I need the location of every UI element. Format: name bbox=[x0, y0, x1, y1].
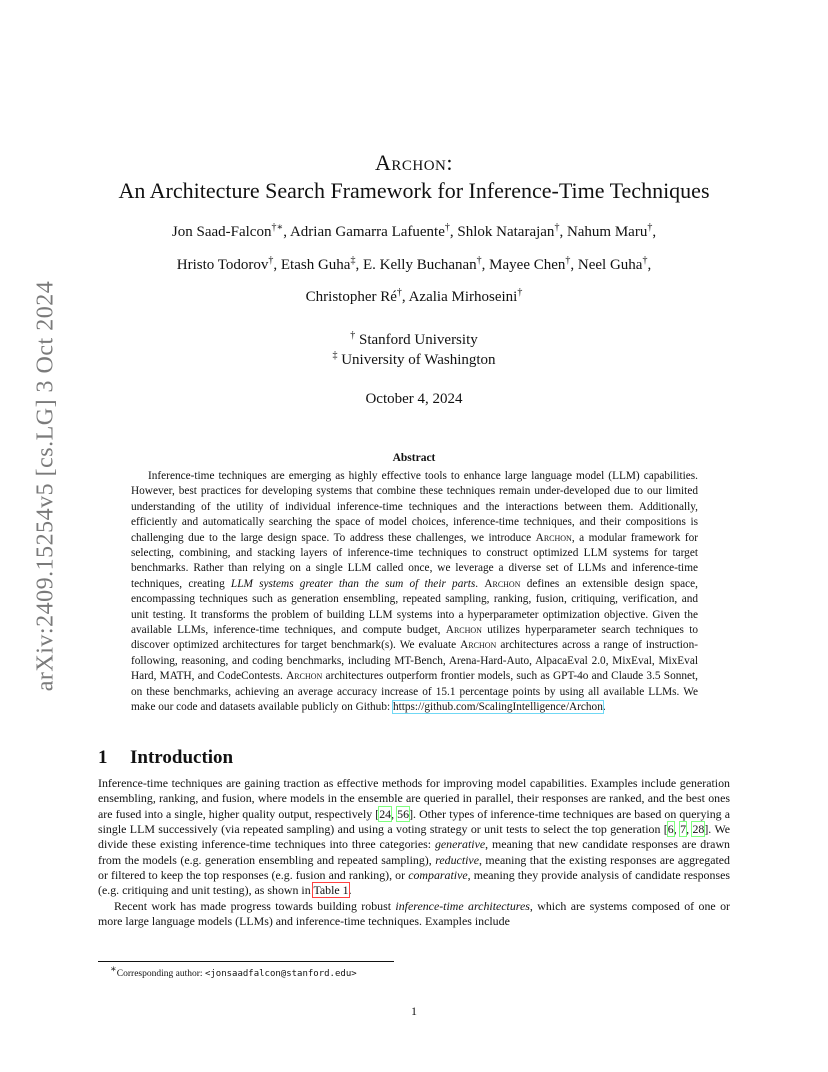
citation-link[interactable]: 56 bbox=[397, 806, 410, 821]
author-name: Azalia Mirhoseini bbox=[408, 289, 518, 305]
abstract-text: . bbox=[475, 577, 485, 590]
table-reference-link[interactable]: Table 1 bbox=[313, 883, 349, 898]
introduction-body bbox=[98, 776, 730, 929]
author-affiliation-mark: † bbox=[444, 222, 450, 233]
author-line-2: Hristo Todorov†, Etash Guha‡, E. Kelly Buchanan†, Mayee Chen†, Neel Guha†, bbox=[176, 255, 652, 273]
abstract-text: Inference-time techniques are emerging as highly effective tools to enhance large language model (LLM) capabilities. However, best practices for developing systems that combine these techniques remain under-developed due to our limited understanding of the utility of individual inference-time techniques and the interactions between them. Additionally, efficiently and automatically searching the space of model choices, inference-time techniques, and their compositions is challenging due to the large design space. To address these challenges, we introduce bbox=[131, 470, 698, 544]
author-affiliation-mark: † bbox=[476, 255, 482, 266]
citation-link[interactable]: 7 bbox=[680, 822, 687, 837]
intro-text: , bbox=[391, 806, 398, 821]
page-number: 1 bbox=[411, 1004, 417, 1018]
affiliation-stanford bbox=[0, 330, 828, 349]
author-name: Etash Guha bbox=[280, 257, 351, 273]
author-name: Hristo Todorov bbox=[176, 257, 269, 273]
intro-text: , meaning that the existing responses are aggregated or filtered to keep the top responses (e.g. fusion and ranking), or bbox=[98, 852, 730, 883]
author-name: Christopher Ré bbox=[305, 289, 397, 305]
archon-name: Archon bbox=[460, 639, 497, 652]
intro-emphasis: inference-time architectures bbox=[395, 898, 530, 913]
intro-paragraph-1 bbox=[98, 776, 730, 899]
author-name: Neel Guha bbox=[577, 257, 643, 273]
author-name: Jon Saad-Falcon bbox=[171, 224, 272, 240]
author-name: Mayee Chen bbox=[489, 257, 566, 273]
author-affiliation-mark: †∗ bbox=[271, 222, 284, 233]
section-number: 1 bbox=[98, 747, 108, 768]
affiliation-washington bbox=[0, 350, 828, 369]
author-affiliation-mark: † bbox=[647, 222, 653, 233]
footnote-mark: ∗ bbox=[110, 964, 117, 975]
paper-title-line1: Archon: bbox=[374, 150, 453, 175]
footnote-label: Corresponding author: bbox=[116, 969, 205, 980]
author-affiliation-mark: † bbox=[642, 255, 648, 266]
affiliation-mark: ‡ bbox=[332, 350, 338, 361]
abstract-text: defines an extensible design space, encompassing techniques such as generation ensembling, repeated sampling, ranking, fusion, critiquing, verification, and unit testing. It transforms the problem of building LLM systems into a hyperparameter optimization objective. Given the available LLMs, inference-time techniques, and compute budget, bbox=[131, 577, 698, 637]
abstract-text: . bbox=[602, 701, 606, 714]
author-name: E. Kelly Buchanan bbox=[362, 257, 477, 273]
abstract-body bbox=[131, 469, 698, 716]
archon-name: Archon bbox=[535, 531, 572, 544]
arxiv-identifier-text: arXiv:2409.15254v5 [cs.LG] 3 Oct 2024 bbox=[32, 280, 59, 692]
intro-emphasis: generative bbox=[434, 837, 486, 852]
abstract-emphasis: LLM systems greater than the sum of their parts bbox=[230, 577, 476, 590]
intro-text: . bbox=[348, 883, 352, 898]
intro-text: ]. We divide these existing inference-time techniques into three categories: bbox=[98, 822, 730, 852]
author-line-1: Jon Saad-Falcon†∗, Adrian Gamarra Lafuente†, Shlok Natarajan†, Nahum Maru†, bbox=[171, 222, 657, 240]
intro-text: , bbox=[673, 822, 681, 837]
author-name: Shlok Natarajan bbox=[457, 224, 555, 240]
intro-text: ]. Other types of inference-time techniques are based on querying a single LLM successively (via repeated sampling) and using a voting strategy or unit tests to select the top generation [ bbox=[98, 806, 730, 837]
github-repo-link[interactable]: https://github.com/ScalingIntelligence/Archon bbox=[392, 701, 603, 714]
abstract-text: utilizes hyperparameter search techniques to discover optimized architectures for target benchmark(s). We evaluate bbox=[131, 624, 698, 652]
intro-text: , meaning they provide analysis of candidate responses (e.g. critiquing and unit testing), as shown in bbox=[98, 868, 730, 898]
intro-text: Inference-time techniques are gaining traction as effective methods for improving model capabilities. Examples include generation ensembling, ranking, and fusion, where models in the ensemble are queried in parallel, their responses are ranked, and the best ones are fused into a single, higher quality output, respectively [ bbox=[98, 776, 730, 821]
intro-text: , which are systems composed of one or more large language models (LLMs) and inference-time techniques. Examples include bbox=[98, 898, 730, 929]
intro-emphasis: comparative bbox=[408, 868, 468, 883]
author-affiliation-mark: † bbox=[554, 222, 560, 233]
abstract-text: architectures across a range of instruction-following, reasoning, and coding benchmarks, including MT-Bench, Arena-Hard-Auto, AlpacaEval 2.0, MixEval, MixEval Hard, MATH, and CodeContests. bbox=[131, 639, 698, 683]
author-affiliation-mark: † bbox=[517, 287, 523, 298]
footnote bbox=[110, 964, 357, 979]
publication-date: October 4, 2024 bbox=[365, 391, 463, 407]
paper-title-line2: An Architecture Search Framework for Inference-Time Techniques bbox=[118, 178, 710, 203]
author-affiliation-mark: † bbox=[396, 287, 402, 298]
affiliation-mark: † bbox=[350, 330, 356, 341]
section-heading-introduction bbox=[98, 747, 233, 769]
footnote-rule bbox=[98, 961, 394, 962]
archon-name: Archon bbox=[286, 670, 323, 683]
author-line-3: Christopher Ré†, Azalia Mirhoseini† bbox=[305, 287, 523, 305]
citation-link[interactable]: 28 bbox=[692, 822, 705, 837]
intro-text: , bbox=[686, 822, 693, 837]
author-name: Adrian Gamarra Lafuente bbox=[289, 224, 445, 240]
abstract-text: , a modular framework for selecting, combining, and stacking layers of inference-time techniques to construct optimized LLM systems for target benchmarks. Rather than relying on a single LLM called once, we leverage a diverse set of LLMs and inference-time techniques, creating bbox=[131, 531, 698, 590]
author-affiliation-mark: † bbox=[268, 255, 274, 266]
author-affiliation-mark: † bbox=[565, 255, 571, 266]
abstract-paragraph bbox=[131, 469, 698, 716]
intro-text: , meaning that new candidate responses are drawn from the models (e.g. generation ensembling and repeated sampling), bbox=[98, 837, 730, 867]
citation-link[interactable]: 6 bbox=[667, 822, 674, 837]
intro-text: Recent work has made progress towards building robust bbox=[114, 898, 396, 913]
affiliation-name: Stanford University bbox=[359, 332, 478, 348]
affiliation-name: University of Washington bbox=[341, 352, 496, 368]
abstract-heading: Abstract bbox=[392, 452, 436, 464]
section-title: Introduction bbox=[130, 747, 234, 768]
abstract-text: architectures outperform frontier models, such as GPT-4o and Claude 3.5 Sonnet, on these benchmarks, achieving an average accuracy increase of 15.1 percentage points by using all available LLMs. We make our code and datasets available publicly on Github: bbox=[131, 670, 699, 714]
archon-name: Archon bbox=[484, 577, 521, 590]
intro-emphasis: reductive bbox=[435, 852, 479, 867]
archon-name: Archon bbox=[445, 624, 482, 637]
intro-paragraph-2 bbox=[98, 899, 730, 930]
citation-link[interactable]: 24 bbox=[379, 806, 392, 821]
footnote-email: <jonsaadfalcon@stanford.edu> bbox=[204, 969, 357, 980]
author-name: Nahum Maru bbox=[566, 224, 648, 240]
author-affiliation-mark: ‡ bbox=[350, 255, 356, 266]
